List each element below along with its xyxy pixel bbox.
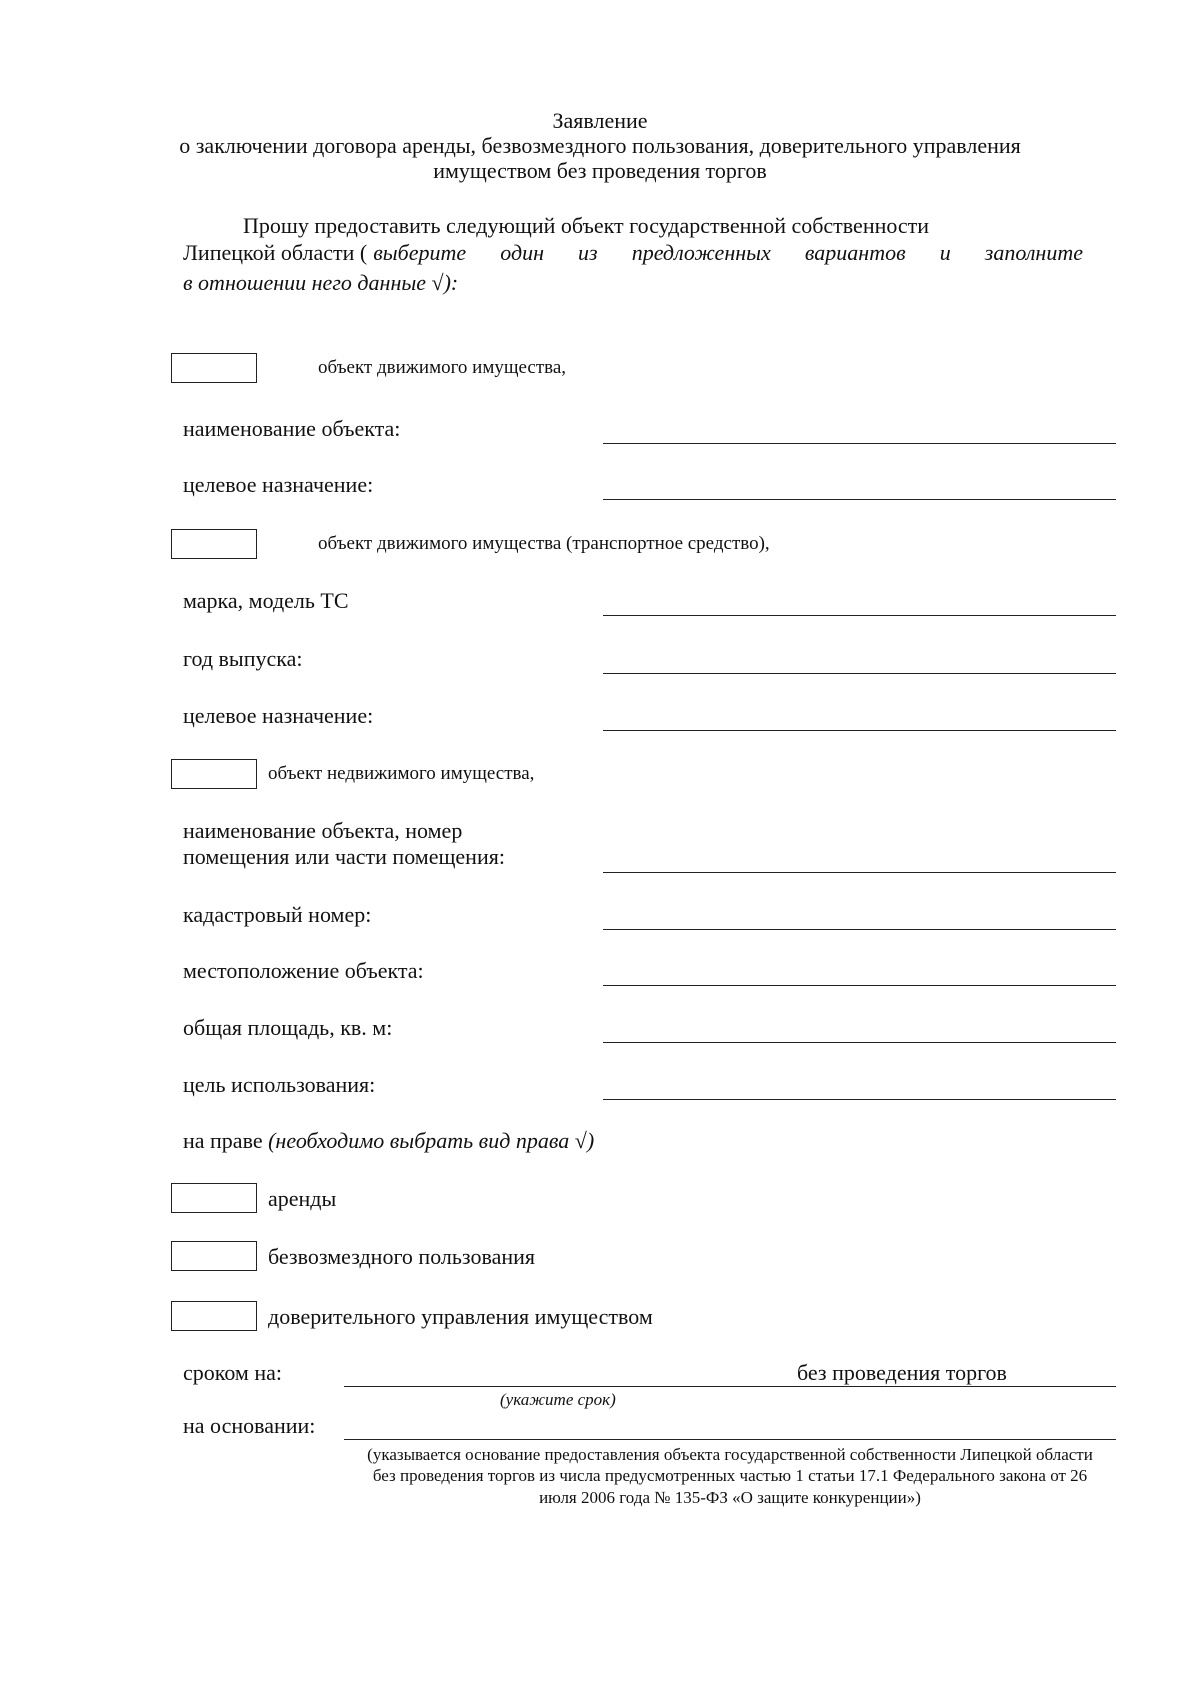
vehicle-purpose-label: целевое назначение:	[183, 703, 374, 728]
right-lease-label: аренды	[268, 1186, 337, 1211]
intro-line2	[183, 242, 1083, 264]
vehicle-model-label: марка, модель ТС	[183, 588, 349, 613]
usage-input[interactable]	[603, 1099, 1116, 1100]
intro-line2-plain: Липецкой области (	[183, 240, 368, 265]
vehicle-year-input[interactable]	[603, 673, 1116, 674]
immovable-name-input[interactable]	[603, 872, 1116, 873]
location-label: местоположение объекта:	[183, 958, 424, 983]
immovable-checkbox[interactable]	[171, 759, 257, 789]
document-subtitle: о заключении договора аренды, безвозмездного пользования, доверительного управления	[179, 133, 1021, 158]
intro-line2-italic-text: выберите один из предложенных вариантов и заполните	[373, 240, 1083, 265]
movable-checkbox[interactable]	[171, 353, 257, 383]
cadastral-label: кадастровый номер:	[183, 902, 372, 927]
term-input[interactable]	[344, 1386, 1116, 1387]
basis-input[interactable]	[344, 1439, 1116, 1440]
document-title: Заявление	[552, 108, 648, 133]
basis-hint: (указывается основание предоставления объекта государственной собственности Липецкой области без проведения торгов из числа предусмотренных частью 1 статьи 17.1 Федерального закона от 26 июля 2006 года № 135-ФЗ «О защите конкуренции»)	[367, 1445, 1093, 1507]
area-input[interactable]	[603, 1042, 1116, 1043]
basis-label: на основании:	[183, 1413, 316, 1438]
usage-label: цель использования:	[183, 1072, 376, 1097]
immovable-name-label-line1: наименование объекта, номер	[183, 818, 463, 843]
vehicle-model-input[interactable]	[603, 615, 1116, 616]
movable-option-label: объект движимого имущества,	[318, 357, 567, 378]
right-label	[183, 1130, 594, 1152]
intro-line1: Прошу предоставить следующий объект государственной собственности	[243, 213, 930, 238]
vehicle-checkbox[interactable]	[171, 529, 257, 559]
right-lease-checkbox[interactable]	[171, 1183, 257, 1213]
cadastral-input[interactable]	[603, 929, 1116, 930]
right-free-use-label: безвозмездного пользования	[268, 1244, 536, 1269]
term-suffix: без проведения торгов	[797, 1360, 1007, 1385]
right-free-use-checkbox[interactable]	[171, 1241, 257, 1271]
movable-purpose-label: целевое назначение:	[183, 472, 374, 497]
location-input[interactable]	[603, 985, 1116, 986]
intro-line2-italic	[373, 242, 1083, 264]
vehicle-option-label: объект движимого имущества (транспортное средство),	[318, 533, 770, 554]
immovable-option-label: объект недвижимого имущества,	[268, 763, 535, 784]
area-label: общая площадь, кв. м:	[183, 1015, 393, 1040]
immovable-name-label-line2: помещения или части помещения:	[183, 844, 505, 869]
right-trust-label: доверительного управления имуществом	[268, 1304, 653, 1329]
vehicle-purpose-input[interactable]	[603, 730, 1116, 731]
term-hint: (укажите срок)	[500, 1390, 616, 1409]
vehicle-year-label: год выпуска:	[183, 646, 303, 671]
movable-purpose-input[interactable]	[603, 499, 1116, 500]
right-trust-checkbox[interactable]	[171, 1301, 257, 1331]
movable-name-label: наименование объекта:	[183, 416, 401, 441]
term-label: сроком на:	[183, 1360, 282, 1385]
document-subtitle-line3: имуществом без проведения торгов	[433, 158, 767, 183]
right-label-plain: на праве	[183, 1128, 269, 1153]
movable-name-input[interactable]	[603, 443, 1116, 444]
intro-line3: в отношении него данные √):	[183, 270, 459, 295]
right-label-italic: (необходимо выбрать вид права √)	[268, 1128, 595, 1153]
